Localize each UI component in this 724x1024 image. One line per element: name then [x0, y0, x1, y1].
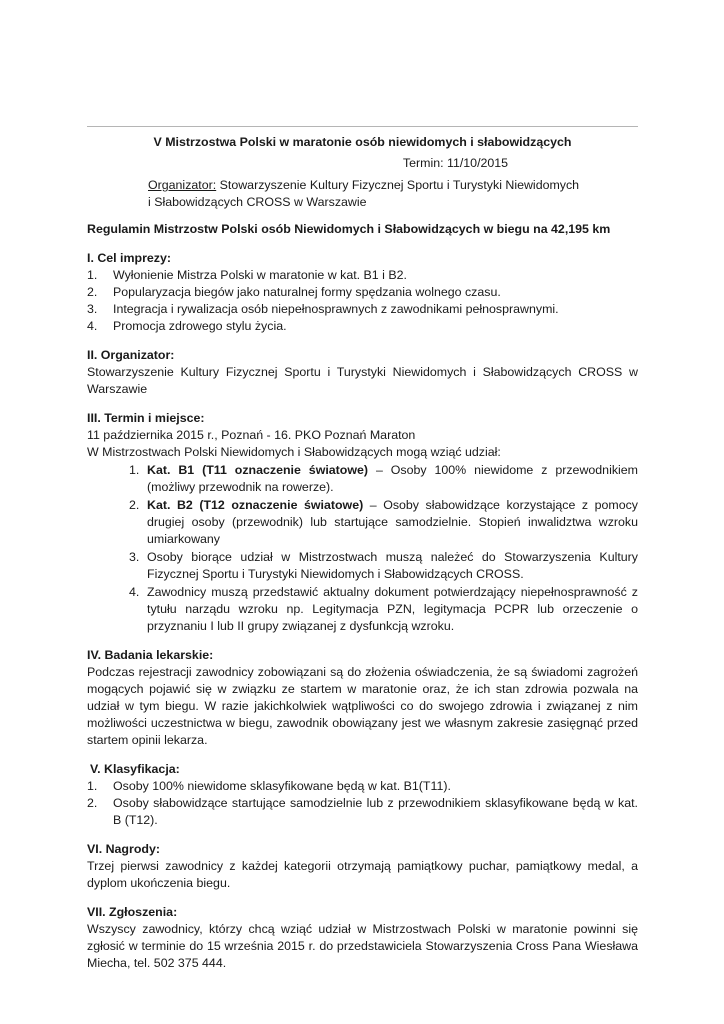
- list-number: 1.: [87, 779, 98, 793]
- list-item: [129, 549, 638, 583]
- section-heading-date-place: III. Termin i miejsce:: [87, 411, 205, 425]
- registration-text: Wszyscy zawodnicy, którzy chcą wziąć udział w Mistrzostwach Polski w maratonie powinni się zgłosić w terminie do 15 września 2015 r. do przedstawiciela Stowarzyszenia Cross Pana Wiesława Miecha, tel. 502 375 444.: [87, 922, 638, 970]
- list-item: [129, 497, 638, 548]
- list-item: [87, 795, 638, 829]
- list-text: Promocja zdrowego stylu życia.: [113, 319, 287, 333]
- section-heading-classification: V. Klasyfikacja:: [90, 762, 180, 776]
- list-text: Osoby słabowidzące startujące samodzielnie lub z przewodnikiem sklasyfikowane będą w kat. B (T12).: [113, 796, 638, 827]
- list-number: 2.: [129, 498, 140, 512]
- list-item: [87, 301, 638, 318]
- list-text: Osoby 100% niewidome sklasyfikowane będą w kat. B1(T11).: [113, 779, 451, 793]
- date-place-line: 11 października 2015 r., Poznań - 16. PKO Poznań Maraton: [87, 428, 416, 442]
- eligibility-intro: W Mistrzostwach Polski Niewidomych i Słabowidzących mogą wziąć udział:: [87, 445, 501, 459]
- organizer-text: Stowarzyszenie Kultury Fizycznej Sportu i Turystyki Niewidomych i Słabowidzących CROSS w Warszawie: [87, 365, 638, 396]
- organizer-label: Organizator:: [148, 178, 217, 192]
- list-text: Popularyzacja biegów jako naturalnej formy spędzania wolnego czasu.: [113, 285, 501, 299]
- category-label: Kat. B1 (T11 oznaczenie światowe): [147, 463, 369, 477]
- top-divider: [87, 126, 638, 127]
- document-title: V Mistrzostwa Polski w maratonie osób niewidomych i słabowidzących: [153, 135, 572, 149]
- list-number: 2.: [87, 285, 98, 299]
- organizer-block: [87, 177, 638, 211]
- eligibility-list: [87, 462, 638, 635]
- goals-list: [87, 267, 638, 335]
- list-number: 1.: [87, 268, 98, 282]
- list-item: [87, 778, 638, 795]
- list-item: [87, 318, 638, 335]
- organizer-line-2: i Słabowidzących CROSS w Warszawie: [148, 195, 367, 209]
- list-text: Integracja i rywalizacja osób niepełnosprawnych z zawodnikami pełnosprawnymi.: [113, 302, 559, 316]
- list-text: Wyłonienie Mistrza Polski w maratonie w kat. B1 i B2.: [113, 268, 407, 282]
- list-number: 3.: [87, 302, 98, 316]
- list-text: Osoby biorące udział w Mistrzostwach muszą należeć do Stowarzyszenia Kultury Fizycznej Sportu i Turystyki Niewidomych i Słabowidzących CROSS.: [147, 550, 638, 581]
- section-heading-registration: VII. Zgłoszenia:: [87, 905, 178, 919]
- section-heading-medical: IV. Badania lekarskie:: [87, 648, 214, 662]
- list-number: 1.: [129, 463, 140, 477]
- list-item: [87, 284, 638, 301]
- category-label: Kat. B2 (T12 oznaczenie światowe): [147, 498, 364, 512]
- medical-text: Podczas rejestracji zawodnicy zobowiązani są do złożenia oświadczenia, że są świadomi zagrożeń mogących pojawić się w związku ze startem w maratonie oraz, że ich stan zdrowia pozwala na udział w tym biegu. W razie jakichkolwiek wątpliwości co do swojego zdrowia i związanej z nim możliwości uczestnictwa w biegu, zawodnik obowiązany jest we własnym zakresie zasięgnąć przed startem opinii lekarza.: [87, 665, 638, 747]
- list-number: 4.: [87, 319, 98, 333]
- list-number: 3.: [129, 550, 140, 564]
- prizes-text: Trzej pierwsi zawodnicy z każdej kategorii otrzymają pamiątkowy puchar, pamiątkowy medal, a dyplom ukończenia biegu.: [87, 859, 638, 890]
- organizer-line-1: Stowarzyszenie Kultury Fizycznej Sportu i Turystyki Niewidomych: [216, 178, 580, 192]
- list-text: – Osoby 100% niewidome z przewodnikiem (możliwy przewodnik na rowerze).: [147, 463, 638, 494]
- section-heading-goals: I. Cel imprezy:: [87, 251, 172, 265]
- event-date: Termin: 11/10/2015: [402, 156, 509, 170]
- list-item: [87, 267, 638, 284]
- list-number: 4.: [129, 585, 140, 599]
- list-text: Zawodnicy muszą przedstawić aktualny dokument potwierdzający niepełnosprawność z tytułu narządu wzroku np. Legitymacja PZN, legitymacja PCPR lub orzeczenie o przyznaniu I lub II grupy związanej z dysfunkcją wzroku.: [147, 585, 638, 633]
- list-item: [129, 584, 638, 635]
- section-heading-organizer: II. Organizator:: [87, 348, 175, 362]
- document-body: [87, 134, 638, 972]
- list-item: [129, 462, 638, 496]
- classification-list: [87, 778, 638, 829]
- list-number: 2.: [87, 796, 98, 810]
- section-heading-prizes: VI. Nagrody:: [87, 842, 160, 856]
- list-text: – Osoby słabowidzące korzystające z pomocy drugiej osoby (przewodnik) lub startujące samodzielnie. Stopień inwalidztwa wzroku umiarkowany: [147, 498, 639, 546]
- regulation-title: Regulamin Mistrzostw Polski osób Niewidomych i Słabowidzących w biegu na 42,195 km: [87, 222, 611, 236]
